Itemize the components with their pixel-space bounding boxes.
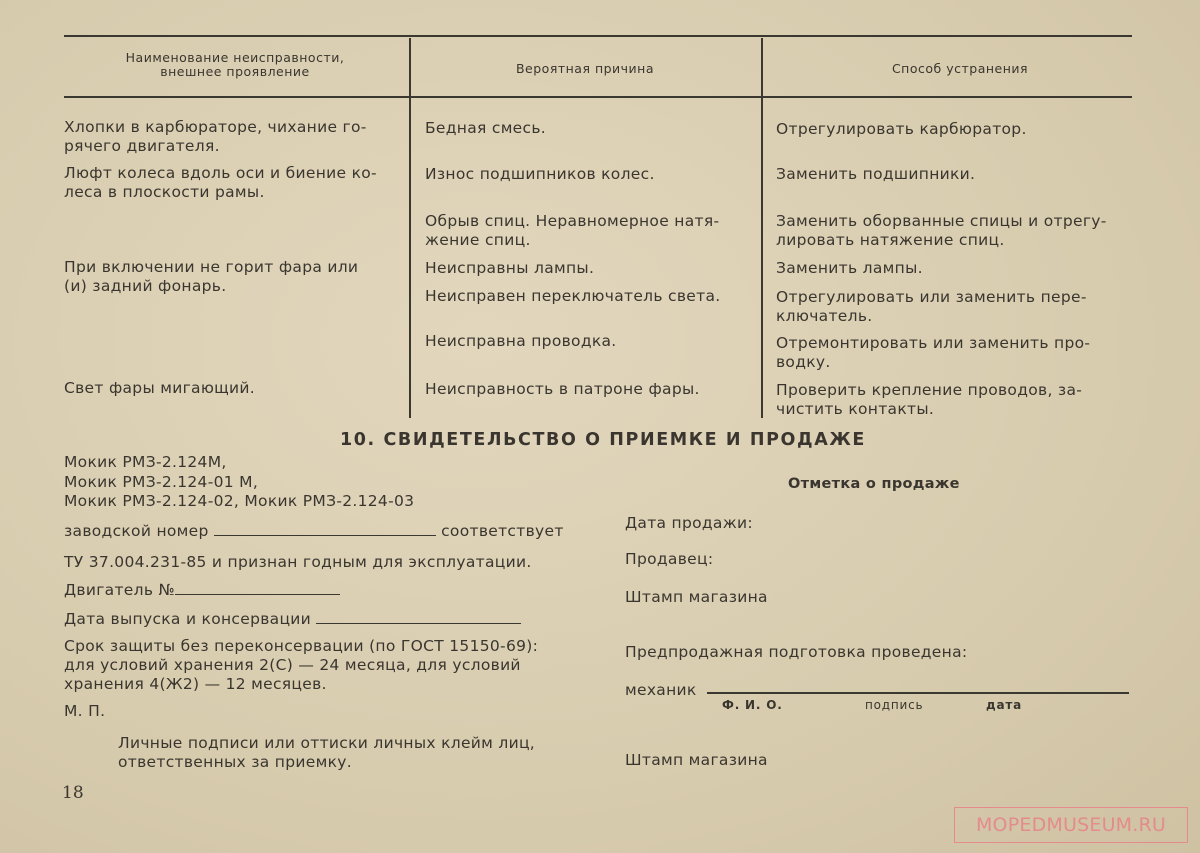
remedy-row-6: Отремонтировать или заменить про- водку. [776, 334, 1091, 371]
remedy-row-7: Проверить крепление проводов, за- чистить контакты. [776, 381, 1083, 418]
mechanic-signature-line[interactable] [707, 692, 1129, 694]
cause-row-6: Неисправна проводка. [425, 332, 617, 350]
cause-row-2: Износ подшипников колес. [425, 165, 655, 183]
release-date-field[interactable] [316, 609, 521, 624]
release-date-line: Дата выпуска и консервации [64, 609, 521, 629]
remedy-row-5: Отрегулировать или заменить пере- ключатель. [776, 288, 1087, 325]
mechanic-label: механик [625, 681, 697, 699]
cause-row-3: Обрыв спиц. Неравномерное натя- жение спиц. [425, 212, 720, 249]
serial-number-field[interactable] [214, 521, 436, 536]
header-fault: Наименование неисправности, внешнее проявление [125, 50, 345, 79]
cause-row-5: Неисправен переключатель света. [425, 287, 721, 305]
remedy-row-2: Заменить подшипники. [776, 165, 976, 183]
cause-row-7: Неисправность в патроне фары. [425, 380, 700, 398]
remedy-row-1: Отрегулировать карбюратор. [776, 120, 1027, 138]
shop-stamp-1: Штамп магазина [625, 588, 768, 606]
spec-line: ТУ 37.004.231-85 и признан годным для эксплуатации. [64, 553, 532, 571]
fault-row-1: Хлопки в карбюраторе, чихание го- рячего двигателя. [64, 118, 367, 155]
cause-row-4: Неисправны лампы. [425, 259, 595, 277]
table-header-rule [64, 96, 1132, 98]
remedy-row-4: Заменить лампы. [776, 259, 923, 277]
fault-row-2: Люфт колеса вдоль оси и биение ко- леса в плоскости рамы. [64, 164, 377, 201]
cause-row-1: Бедная смесь. [425, 119, 547, 137]
serial-number-line: заводской номер соответствует [64, 522, 564, 540]
table-divider-1 [409, 38, 411, 418]
fault-row-4: Свет фары мигающий. [64, 379, 256, 397]
shop-stamp-2: Штамп магазина [625, 751, 768, 769]
table-divider-2 [761, 38, 763, 418]
date-label: дата [986, 698, 1023, 712]
model-list: Мокик РМЗ-2.124М, Мокик РМЗ-2.124-01 М, Мокик РМЗ-2.124-02, Мокик РМЗ-2.124-03 [64, 453, 415, 510]
presale-prep-label: Предпродажная подготовка проведена: [625, 643, 968, 661]
engine-number-field[interactable] [175, 580, 340, 595]
signature-label: подпись [865, 698, 924, 712]
seal-mark: М. П. [64, 702, 106, 720]
remedy-row-3: Заменить оборванные спицы и отрегу- лировать натяжение спиц. [776, 212, 1107, 249]
fault-row-3: При включении не горит фара или (и) задний фонарь. [64, 258, 359, 295]
acceptance-signatures: Личные подписи или оттиски личных клейм лиц, ответственных за приемку. [118, 734, 536, 771]
sale-heading: Отметка о продаже [788, 476, 960, 492]
table-top-rule [64, 35, 1132, 37]
fio-label: Ф. И. О. [722, 698, 783, 712]
protection-text: Срок защиты без переконсервации (по ГОСТ 15150-69): для условий хранения 2(С) — 24 месяца, для условий хранения 4(Ж2) — 12 месяцев. [64, 637, 539, 693]
seller-label: Продавец: [625, 550, 714, 568]
header-cause: Вероятная причина [515, 61, 655, 76]
page-number: 18 [62, 783, 84, 803]
site-watermark: MOPEDMUSEUM.RU [954, 807, 1188, 843]
sale-date-label: Дата продажи: [625, 514, 753, 532]
engine-line: Двигатель № [64, 580, 340, 600]
section-title: 10. СВИДЕТЕЛЬСТВО О ПРИЕМКЕ И ПРОДАЖЕ [340, 430, 866, 450]
header-remedy: Способ устранения [891, 61, 1029, 76]
